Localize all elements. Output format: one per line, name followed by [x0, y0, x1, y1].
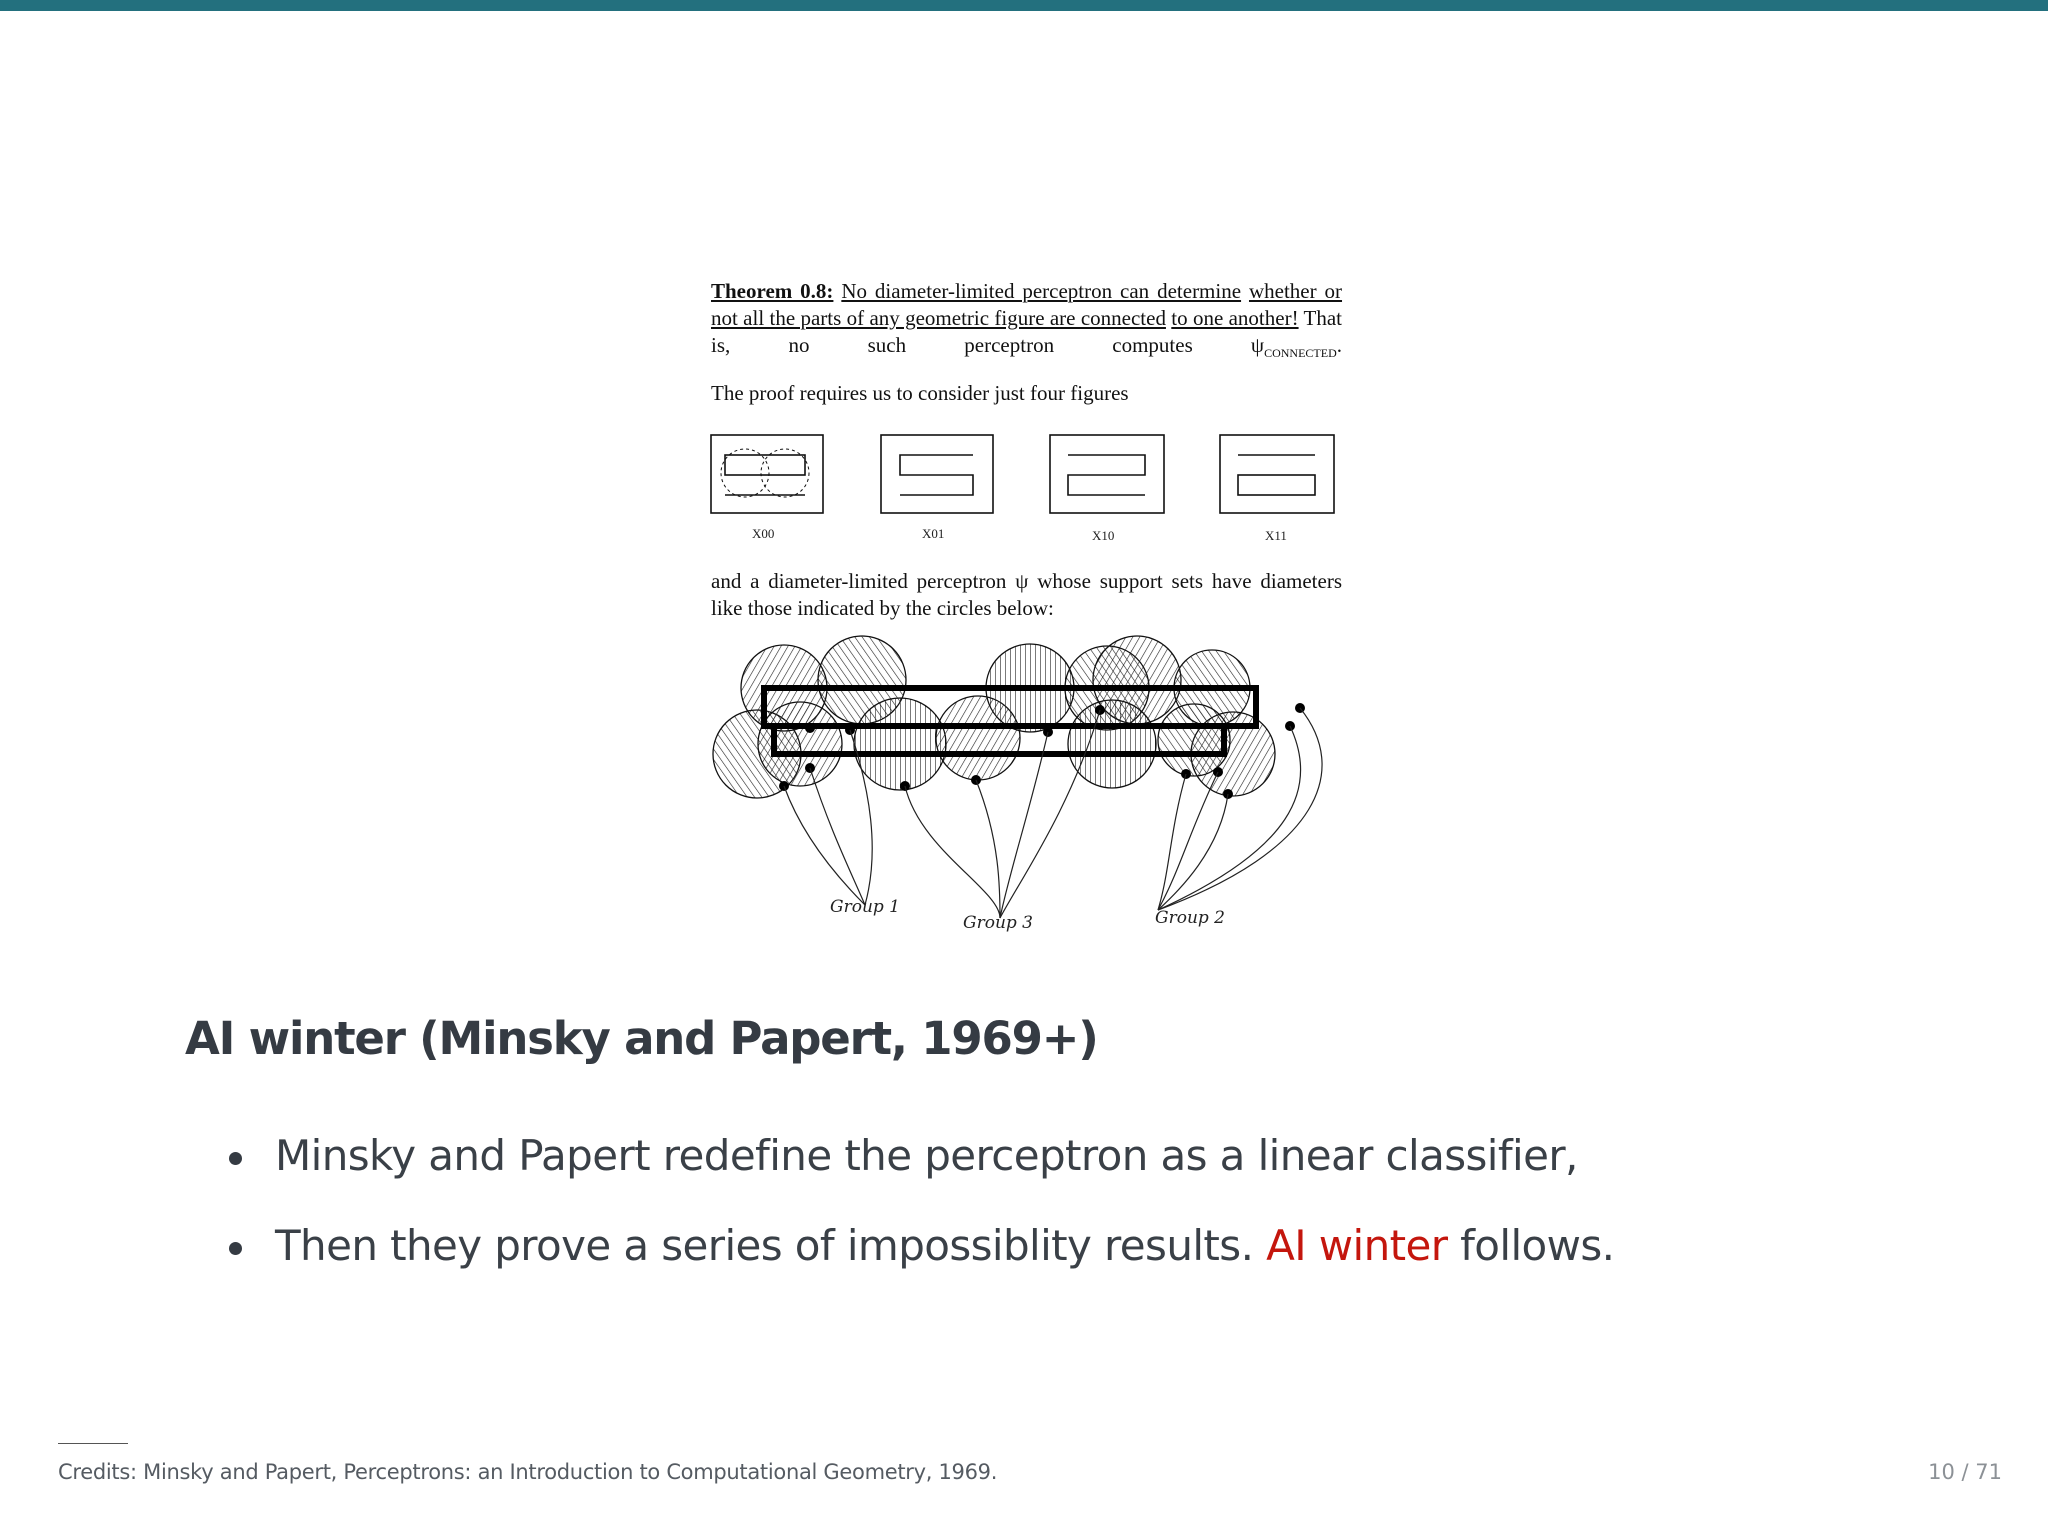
- credits-footnote: Credits: Minsky and Papert, Perceptrons: an Introduction to Computational Geometry, 1969.: [58, 1460, 998, 1484]
- theorem-line2: whether or not all the parts of any geometric figure are connected: [711, 279, 1343, 330]
- figure-x11: [1220, 435, 1334, 513]
- theorem-line3-underlined: to one another!: [1171, 306, 1299, 330]
- group-label-2: Group 2: [1155, 908, 1225, 928]
- page-number: 10 / 71: [1928, 1460, 2002, 1484]
- group-label-3: Group 3: [963, 913, 1033, 933]
- figure-label-x00: X00: [752, 526, 775, 541]
- proof-line: The proof requires us to consider just four figures: [711, 381, 1129, 405]
- bullet-list: [225, 1120, 1614, 1300]
- figure-label-x11: X11: [1265, 528, 1287, 543]
- bullet-dot: [229, 1242, 242, 1255]
- figure-x10: [1050, 435, 1164, 513]
- bullet-text-1: Minsky and Papert redefine the perceptron as a linear classifier,: [275, 1131, 1578, 1180]
- theorem-line3-rest: That is, no such perceptron computes ψ: [711, 306, 1343, 357]
- theorem-figure: [700, 270, 1350, 940]
- top-accent-bar: [0, 0, 2048, 11]
- theorem-line1: No diameter-limited perceptron can determine: [841, 279, 1242, 303]
- theorem-label: Theorem 0.8:: [711, 279, 834, 303]
- slide-title: AI winter (Minsky and Papert, 1969+): [185, 1012, 1098, 1065]
- figure-x01: [881, 435, 993, 513]
- group-label-1: Group 1: [830, 897, 900, 917]
- figure-x00: [711, 435, 823, 513]
- support-line2: diameters like those indicated by the circles below:: [711, 569, 1342, 620]
- figure-label-x10: X10: [1092, 528, 1115, 543]
- footnote-rule: [58, 1443, 128, 1444]
- bullet-item: [225, 1120, 1614, 1210]
- bullet-item: [225, 1210, 1614, 1300]
- bullet-text-2-after: follows.: [1447, 1221, 1615, 1270]
- support-line1: and a diameter-limited perceptron ψ whose support sets have: [711, 569, 1252, 593]
- ai-winter-highlight: AI winter: [1266, 1221, 1448, 1270]
- figure-label-x01: X01: [922, 526, 945, 541]
- figure-drawing: [700, 270, 1350, 940]
- bullet-dot: [229, 1152, 242, 1165]
- theorem-text: Theorem 0.8: No diameter-limited perceptron can determine whether or not all the parts of any geometric figure are connected to one another! That is, no such perceptron computes $\psi_{CONNECTED}$.: [711, 279, 1343, 361]
- theorem-subscript: CONNECTED: [1264, 346, 1337, 361]
- bullet-text-2-before: Then they prove a series of impossiblity results.: [275, 1221, 1267, 1270]
